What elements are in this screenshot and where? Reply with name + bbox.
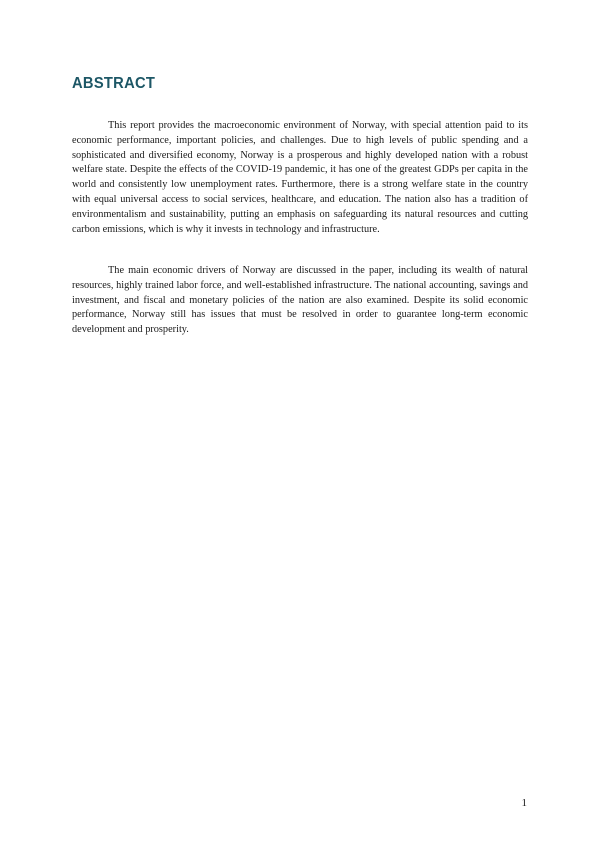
paragraph-text: This report provides the macroeconomic environment of Norway, with special attention paid to its economic performance, important policies, and challenges. Due to high levels of public spending and a sophisticated and diversified economy, Norway is a prosperous and highly developed nation with a robust welfare state. Despite the effects of the COVID-19 pandemic, it has one of the greatest GDPs per capita in the world and consistently low unemployment rates. Furthermore, there is a strong welfare state in the country with equal universal access to social services, healthcare, and education. The nation also has a tradition of environmentalism and sustainability, putting an emphasis on safeguarding its natural resources and cutting carbon emissions, which is why it invests in technology and infrastructure.: [72, 120, 528, 235]
abstract-paragraph-1: [72, 119, 528, 237]
section-heading: ABSTRACT: [72, 75, 156, 92]
page-number: 1: [521, 797, 527, 809]
paragraph-text: The main economic drivers of Norway are discussed in the paper, including its wealth of natural resources, highly trained labor force, and well-established infrastructure. The national accounting, savings and investment, and fiscal and monetary policies of the nation are also examined. Despite its solid economic performance, Norway still has issues that must be resolved in order to guarantee long-term economic development and prosperity.: [72, 265, 528, 336]
abstract-paragraph-2: [72, 264, 528, 338]
